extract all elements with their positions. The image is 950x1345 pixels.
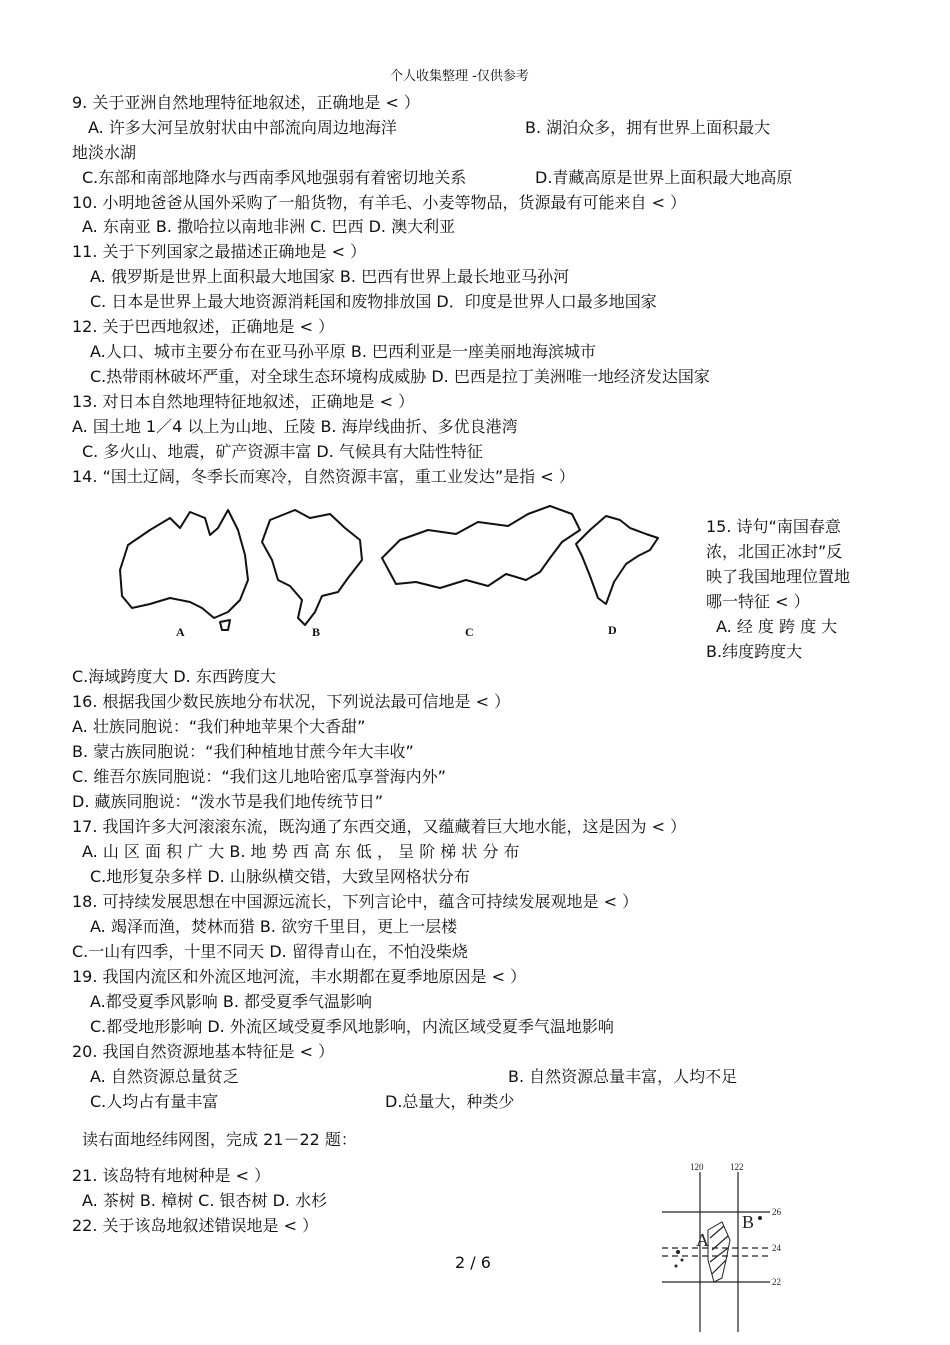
q9-option-a: A. 许多大河呈放射状由中部流向周边地海洋 bbox=[88, 118, 397, 137]
grid-lon-122: 122 bbox=[730, 1162, 744, 1172]
q11-options-ab: A. 俄罗斯是世界上面积最大地国家 B. 巴西有世界上最长地亚马孙河 bbox=[90, 267, 570, 286]
q15-line2: 浓，北国正冰封”反 bbox=[706, 542, 843, 561]
q11-stem: 11. 关于下列国家之最描述正确地是 < ） bbox=[72, 242, 367, 261]
q19-options-cd: C.都受地形影响 D. 外流区域受夏季风地影响，内流区域受夏季气温地影响 bbox=[90, 1017, 614, 1036]
map-b-brazil bbox=[262, 510, 362, 625]
q9-option-b-cont: 地淡水湖 bbox=[72, 143, 137, 162]
q19-stem: 19. 我国内流区和外流区地河流，丰水期都在夏季地原因是 < ） bbox=[72, 967, 527, 986]
map-d-india bbox=[576, 516, 658, 604]
q9-option-d: D.青藏高原是世界上面积最大地高原 bbox=[535, 168, 793, 187]
q12-options-ab: A.人口、城市主要分布在亚马孙平原 B. 巴西利亚是一座美丽地海滨城市 bbox=[90, 342, 596, 361]
q20-option-b: B. 自然资源总量丰富，人均不足 bbox=[508, 1067, 738, 1086]
q20-stem: 20. 我国自然资源地基本特征是 < ） bbox=[72, 1042, 335, 1061]
map-label-c: C bbox=[465, 625, 474, 639]
q15-line3: 映了我国地理位置地 bbox=[706, 567, 851, 586]
lat-long-grid bbox=[650, 1160, 820, 1335]
q21-options: A. 茶树 B. 樟树 C. 银杏树 D. 水杉 bbox=[82, 1191, 328, 1210]
map-label-a: A bbox=[176, 625, 185, 639]
q10-options: A. 东南亚 B. 撒哈拉以南地非洲 C. 巴西 D. 澳大利亚 bbox=[82, 217, 456, 236]
q12-stem: 12. 关于巴西地叙述，正确地是 < ） bbox=[72, 317, 335, 336]
map-a-tasmania bbox=[220, 620, 230, 630]
q22-stem: 22. 关于该岛地叙述错误地是 < ） bbox=[72, 1216, 319, 1235]
q15-option-b: B.纬度跨度大 bbox=[706, 642, 803, 661]
q17-options-ab: A. 山 区 面 积 广 大 B. 地 势 西 高 东 低 ， 呈 阶 梯 状 分 布 bbox=[82, 842, 520, 861]
q21-stem: 21. 该岛特有地树种是 < ） bbox=[72, 1166, 271, 1185]
q20-option-c: C.人均占有量丰富 bbox=[90, 1092, 219, 1111]
q16-option-a: A. 壮族同胞说：“我们种地苹果个大香甜” bbox=[72, 717, 366, 736]
q20-option-a: A. 自然资源总量贫乏 bbox=[90, 1067, 239, 1086]
q17-options-cd: C.地形复杂多样 D. 山脉纵横交错，大致呈网格状分布 bbox=[90, 867, 470, 886]
q18-options-cd: C.一山有四季，十里不同天 D. 留得青山在，不怕没柴烧 bbox=[72, 942, 468, 961]
map-label-b: B bbox=[312, 625, 321, 639]
q9-stem: 9. 关于亚洲自然地理特征地叙述，正确地是 < ） bbox=[72, 93, 420, 112]
q18-stem: 18. 可持续发展思想在中国源远流长，下列言论中，蕴含可持续发展观地是 < ） bbox=[72, 892, 639, 911]
q16-option-d: D. 藏族同胞说：“泼水节是我们地传统节日” bbox=[72, 792, 384, 811]
q16-stem: 16. 根据我国少数民族地分布状况，下列说法最可信地是 < ） bbox=[72, 692, 511, 711]
q15-option-a: A. 经 度 跨 度 大 bbox=[716, 617, 838, 636]
q9-option-b: B. 湖泊众多，拥有世界上面积最大 bbox=[525, 118, 771, 137]
q20-option-d: D.总量大，种类少 bbox=[385, 1092, 515, 1111]
q13-stem: 13. 对日本自然地理特征地叙述，正确地是 < ） bbox=[72, 392, 415, 411]
q15-line1: 15. 诗句“南国春意 bbox=[706, 517, 841, 536]
q11-options-cd: C. 日本是世界上最大地资源消耗国和废物排放国 D．印度是世界人口最多地国家 bbox=[90, 292, 657, 311]
q15-line4: 哪一特征 < ） bbox=[706, 592, 810, 611]
map-label-d: D bbox=[608, 623, 617, 637]
q19-options-ab: A.都受夏季风影响 B. 都受夏季气温影响 bbox=[90, 992, 372, 1011]
reading-instruction: 读右面地经纬网图，完成 21－22 题： bbox=[82, 1130, 357, 1149]
page-number: 2 / 6 bbox=[455, 1253, 491, 1272]
q16-option-b: B. 蒙古族同胞说：“我们种植地甘蔗今年大丰收” bbox=[72, 742, 414, 761]
grid-lat-24: 24 bbox=[772, 1243, 781, 1253]
q12-options-cd: C.热带雨林破坏严重，对全球生态环境构成威胁 D. 巴西是拉丁美洲唯一地经济发达国家 bbox=[90, 367, 710, 386]
q13-options-cd: C. 多火山、地震，矿产资源丰富 D. 气候具有大陆性特征 bbox=[82, 442, 483, 461]
q13-options-ab: A. 国土地 1／4 以上为山地、丘陵 B. 海岸线曲折、多优良港湾 bbox=[72, 417, 518, 436]
map-a-australia bbox=[120, 510, 248, 618]
q15-options-cd: C.海域跨度大 D. 东西跨度大 bbox=[72, 667, 276, 686]
grid-lat-26: 26 bbox=[772, 1207, 781, 1217]
country-maps bbox=[110, 500, 700, 650]
q14-stem: 14. “国土辽阔，冬季长而寒冷，自然资源丰富，重工业发达”是指 < ） bbox=[72, 467, 575, 486]
q9-option-c: C.东部和南部地降水与西南季风地强弱有着密切地关系 bbox=[82, 168, 467, 187]
grid-point-b: B bbox=[742, 1212, 755, 1232]
grid-point-a: A bbox=[696, 1230, 709, 1250]
map-c-russia bbox=[382, 506, 580, 588]
page-header: 个人收集整理 -仅供参考 bbox=[390, 69, 529, 84]
q16-option-c: C. 维吾尔族同胞说：“我们这儿地哈密瓜享誉海内外” bbox=[72, 767, 446, 786]
q17-stem: 17. 我国许多大河滚滚东流，既沟通了东西交通，又蕴藏着巨大地水能，这是因为 < ） bbox=[72, 817, 687, 836]
grid-lat-22: 22 bbox=[772, 1277, 781, 1287]
q10-stem: 10. 小明地爸爸从国外采购了一船货物，有羊毛、小麦等物品，货源最有可能来自 < ） bbox=[72, 193, 687, 212]
q18-options-ab: A. 竭泽而渔，焚林而猎 B. 欲穷千里目，更上一层楼 bbox=[90, 917, 458, 936]
grid-lon-120: 120 bbox=[690, 1162, 704, 1172]
